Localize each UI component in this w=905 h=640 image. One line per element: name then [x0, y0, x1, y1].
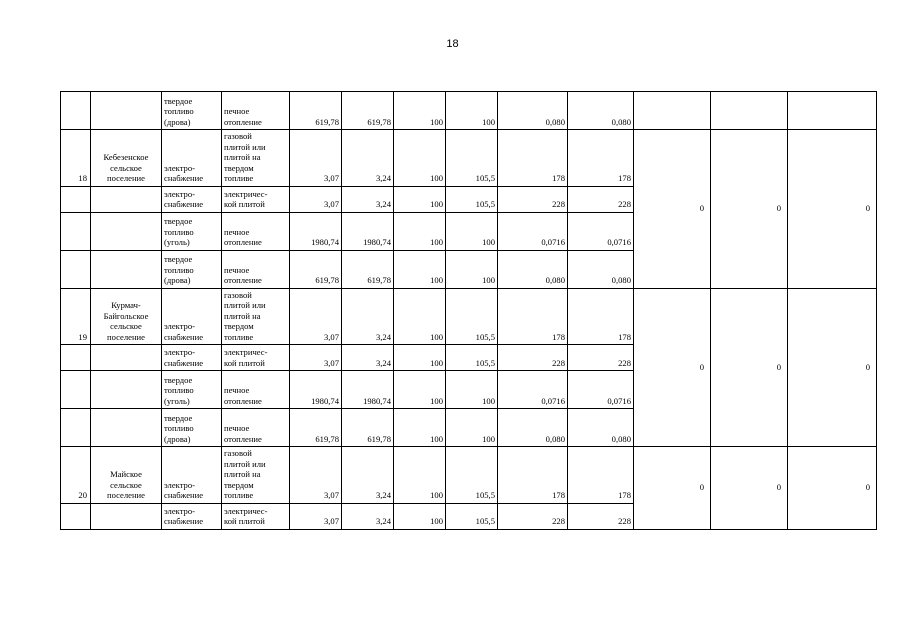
percent-1-cell: 100 [394, 186, 446, 212]
summary-value-1: 0 [634, 447, 711, 530]
settlement-cell [91, 503, 162, 529]
value-1-cell: 1980,74 [290, 371, 342, 409]
heating-type-cell: печное отопление [222, 212, 290, 250]
norm-1-cell: 178 [498, 288, 568, 345]
value-2-cell: 3,24 [342, 130, 394, 187]
settlement-name: Курмач- Байгольское сельское поселение [91, 288, 162, 345]
percent-2-cell: 100 [446, 409, 498, 447]
fuel-type-cell: твердое топливо (уголь) [162, 212, 222, 250]
settlement-cell [91, 186, 162, 212]
heating-type-cell: электричес- кой плитой [222, 345, 290, 371]
summary-value-3: 0 [788, 447, 877, 530]
percent-2-cell: 105,5 [446, 288, 498, 345]
settlement-cell [91, 345, 162, 371]
index-cell [61, 250, 91, 288]
norm-1-cell: 228 [498, 186, 568, 212]
norm-1-cell: 228 [498, 345, 568, 371]
value-1-cell: 3,07 [290, 345, 342, 371]
percent-2-cell: 100 [446, 371, 498, 409]
percent-1-cell: 100 [394, 447, 446, 504]
percent-1-cell: 100 [394, 409, 446, 447]
heating-type-cell: печное отопление [222, 409, 290, 447]
index-cell [61, 371, 91, 409]
value-2-cell: 3,24 [342, 503, 394, 529]
fuel-type-cell: электро- снабжение [162, 130, 222, 187]
norm-2-cell: 228 [568, 345, 634, 371]
table-row [61, 447, 877, 504]
percent-2-cell: 105,5 [446, 503, 498, 529]
percent-2-cell: 100 [446, 250, 498, 288]
fuel-type-cell: электро- снабжение [162, 345, 222, 371]
value-2-cell: 619,78 [342, 92, 394, 130]
settlement-cell [91, 92, 162, 130]
summary-value-2: 0 [711, 130, 788, 289]
percent-1-cell: 100 [394, 288, 446, 345]
percent-2-cell: 100 [446, 212, 498, 250]
summary-value-3: 0 [788, 130, 877, 289]
norm-1-cell: 228 [498, 503, 568, 529]
summary-value-3: 0 [788, 288, 877, 447]
norm-1-cell: 178 [498, 130, 568, 187]
heating-type-cell: печное отопление [222, 371, 290, 409]
index-cell [61, 409, 91, 447]
value-2-cell: 619,78 [342, 409, 394, 447]
value-2-cell: 619,78 [342, 250, 394, 288]
table-row [61, 130, 877, 187]
settlement-index: 19 [61, 288, 91, 345]
value-1-cell: 619,78 [290, 409, 342, 447]
summary-value-2: 0 [711, 288, 788, 447]
table-row [61, 92, 877, 130]
table-row [61, 288, 877, 345]
heating-type-cell: печное отопление [222, 92, 290, 130]
heating-type-cell: электричес- кой плитой [222, 186, 290, 212]
percent-1-cell: 100 [394, 130, 446, 187]
fuel-type-cell: электро- снабжение [162, 503, 222, 529]
value-1-cell: 619,78 [290, 92, 342, 130]
percent-2-cell: 105,5 [446, 130, 498, 187]
norm-2-cell: 0,080 [568, 92, 634, 130]
table-body [61, 92, 877, 530]
norm-1-cell: 0,080 [498, 409, 568, 447]
index-cell [61, 186, 91, 212]
settlement-name: Майское сельское поселение [91, 447, 162, 504]
settlement-cell [91, 409, 162, 447]
fuel-type-cell: электро- снабжение [162, 186, 222, 212]
index-cell [61, 212, 91, 250]
settlement-cell [91, 371, 162, 409]
norm-2-cell: 0,080 [568, 409, 634, 447]
value-1-cell: 619,78 [290, 250, 342, 288]
norm-2-cell: 0,0716 [568, 212, 634, 250]
percent-2-cell: 105,5 [446, 345, 498, 371]
percent-2-cell: 105,5 [446, 447, 498, 504]
summary-cell-3 [788, 92, 877, 130]
index-cell [61, 345, 91, 371]
fuel-type-cell: твердое топливо (дрова) [162, 250, 222, 288]
fuel-type-cell: твердое топливо (уголь) [162, 371, 222, 409]
percent-1-cell: 100 [394, 92, 446, 130]
norm-2-cell: 178 [568, 130, 634, 187]
summary-value-1: 0 [634, 288, 711, 447]
settlement-cell [91, 212, 162, 250]
summary-cell-1 [634, 92, 711, 130]
summary-value-2: 0 [711, 447, 788, 530]
value-1-cell: 3,07 [290, 503, 342, 529]
value-1-cell: 3,07 [290, 288, 342, 345]
settlement-index: 18 [61, 130, 91, 187]
norm-2-cell: 0,080 [568, 250, 634, 288]
heating-type-cell: газовой плитой или плитой на твердом топливе [222, 447, 290, 504]
value-2-cell: 3,24 [342, 447, 394, 504]
percent-1-cell: 100 [394, 345, 446, 371]
value-2-cell: 3,24 [342, 186, 394, 212]
settlement-name: Кебезенское сельское поселение [91, 130, 162, 187]
norm-2-cell: 178 [568, 447, 634, 504]
tariff-table [60, 91, 877, 530]
norm-2-cell: 0,0716 [568, 371, 634, 409]
value-2-cell: 1980,74 [342, 371, 394, 409]
value-2-cell: 3,24 [342, 345, 394, 371]
settlement-cell [91, 250, 162, 288]
norm-1-cell: 0,0716 [498, 212, 568, 250]
norm-1-cell: 0,080 [498, 92, 568, 130]
heating-type-cell: газовой плитой или плитой на твердом топливе [222, 288, 290, 345]
percent-1-cell: 100 [394, 371, 446, 409]
norm-1-cell: 178 [498, 447, 568, 504]
norm-2-cell: 178 [568, 288, 634, 345]
value-1-cell: 3,07 [290, 186, 342, 212]
norm-2-cell: 228 [568, 503, 634, 529]
fuel-type-cell: электро- снабжение [162, 447, 222, 504]
summary-value-1: 0 [634, 130, 711, 289]
value-1-cell: 1980,74 [290, 212, 342, 250]
fuel-type-cell: электро- снабжение [162, 288, 222, 345]
norm-1-cell: 0,0716 [498, 371, 568, 409]
norm-1-cell: 0,080 [498, 250, 568, 288]
value-1-cell: 3,07 [290, 130, 342, 187]
percent-1-cell: 100 [394, 250, 446, 288]
heating-type-cell: газовой плитой или плитой на твердом топливе [222, 130, 290, 187]
percent-1-cell: 100 [394, 503, 446, 529]
fuel-type-cell: твердое топливо (дрова) [162, 409, 222, 447]
value-2-cell: 1980,74 [342, 212, 394, 250]
summary-cell-2 [711, 92, 788, 130]
fuel-type-cell: твердое топливо (дрова) [162, 92, 222, 130]
norm-2-cell: 228 [568, 186, 634, 212]
percent-1-cell: 100 [394, 212, 446, 250]
percent-2-cell: 100 [446, 92, 498, 130]
percent-2-cell: 105,5 [446, 186, 498, 212]
heating-type-cell: печное отопление [222, 250, 290, 288]
page-number: 18 [446, 38, 459, 50]
index-cell [61, 92, 91, 130]
index-cell [61, 503, 91, 529]
value-2-cell: 3,24 [342, 288, 394, 345]
settlement-index: 20 [61, 447, 91, 504]
heating-type-cell: электричес- кой плитой [222, 503, 290, 529]
value-1-cell: 3,07 [290, 447, 342, 504]
